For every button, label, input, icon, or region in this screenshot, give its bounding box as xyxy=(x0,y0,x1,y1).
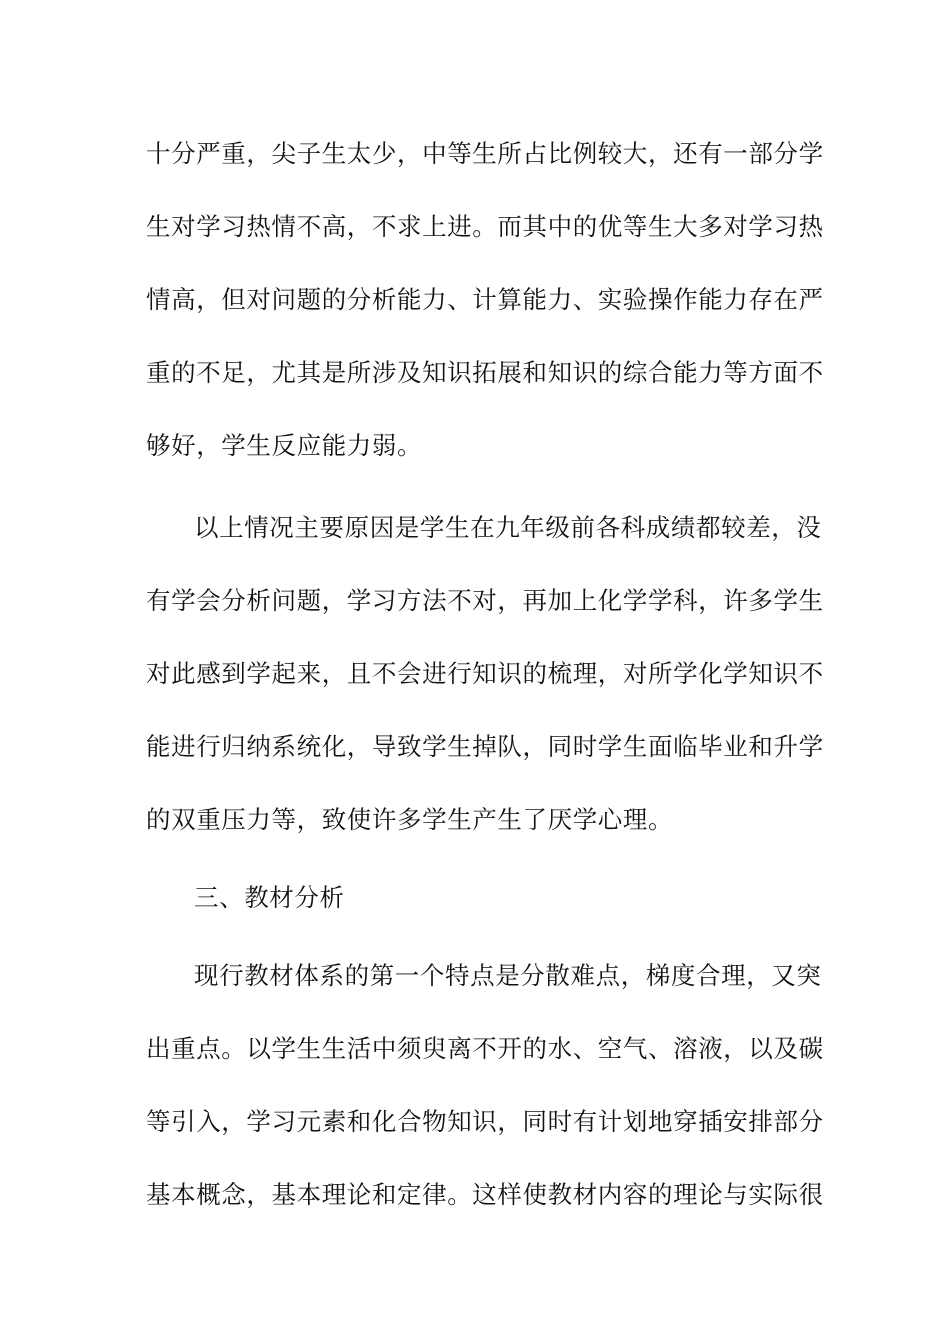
text-line: 有学会分析问题，学习方法不对，再加上化学学科，许多学生 xyxy=(146,586,824,615)
text-line: 出重点。以学生生活中须臾离不开的水、空气、溶液，以及碳 xyxy=(146,1034,824,1063)
section-heading: 三、教材分析 xyxy=(194,883,345,912)
text-line: 等引入，学习元素和化合物知识，同时有计划地穿插安排部分 xyxy=(146,1107,824,1136)
text-line: 的双重压力等，致使许多学生产生了厌学心理。 xyxy=(146,805,674,834)
text-line: 基本概念，基本理论和定律。这样使教材内容的理论与实际很 xyxy=(146,1180,824,1209)
text-line: 生对学习热情不高，不求上进。而其中的优等生大多对学习热 xyxy=(146,212,824,241)
paragraph-start-line: 现行教材体系的第一个特点是分散难点，梯度合理，又突 xyxy=(194,961,822,990)
text-line: 重的不足，尤其是所涉及知识拓展和知识的综合能力等方面不 xyxy=(146,358,824,387)
text-line: 情高，但对问题的分析能力、计算能力、实验操作能力存在严 xyxy=(146,285,824,314)
text-line: 十分严重，尖子生太少，中等生所占比例较大，还有一部分学 xyxy=(146,139,824,168)
text-line: 能进行归纳系统化，导致学生掉队，同时学生面临毕业和升学 xyxy=(146,732,824,761)
text-line: 对此感到学起来，且不会进行知识的梳理，对所学化学知识不 xyxy=(146,659,824,688)
text-line: 够好，学生反应能力弱。 xyxy=(146,431,423,460)
paragraph-start-line: 以上情况主要原因是学生在九年级前各科成绩都较差，没 xyxy=(194,513,822,542)
